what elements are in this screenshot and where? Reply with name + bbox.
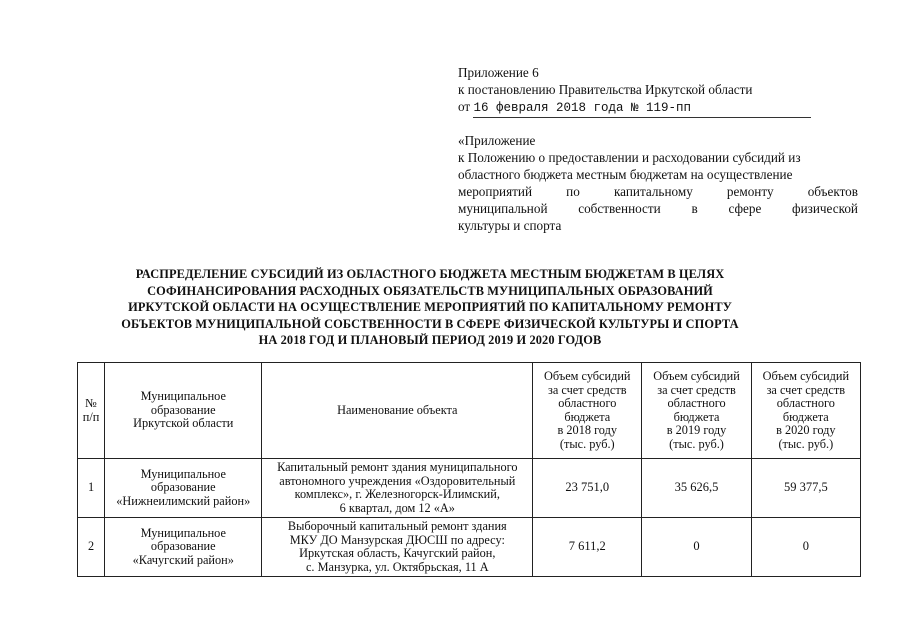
table-row xyxy=(78,518,861,577)
row-object-name: Выборочный капитальный ремонт здания МКУ ДО Манзурская ДЮСШ по адресу: Иркутская область, Качугский район, с. Манзурка, ул. Октябрьская, 11 А xyxy=(262,518,533,577)
resolution-date-number: 16 февраля 2018 года № 119-пп xyxy=(473,100,811,118)
header-subsidy-2018: Объем субсидий за счет средств областного бюджета в 2018 году (тыс. руб.) xyxy=(533,363,642,459)
annex-line-3: областного бюджета местным бюджетам на осуществление xyxy=(458,167,793,182)
annex-word: ремонту xyxy=(726,184,774,199)
annex-word: в xyxy=(691,201,698,216)
annex-word: объектов xyxy=(807,184,858,199)
annex-line-4 xyxy=(458,183,858,200)
annex-line-6: культуры и спорта xyxy=(458,218,562,233)
row-subsidy-2020: 59 377,5 xyxy=(751,459,860,518)
subsidy-distribution-table xyxy=(77,362,861,577)
annex-word: муниципальной xyxy=(458,201,548,216)
from-label: от xyxy=(458,99,471,114)
appendix-header xyxy=(458,64,858,118)
appendix-resolution: к постановлению Правительства Иркутской области xyxy=(458,82,753,97)
table-header-row xyxy=(78,363,861,459)
row-subsidy-2018: 23 751,0 xyxy=(533,459,642,518)
title-line: НА 2018 ГОД И ПЛАНОВЫЙ ПЕРИОД 2019 И 2020 ГОДОВ xyxy=(258,333,602,347)
row-object-name: Капитальный ремонт здания муниципального автономного учреждения «Оздоровительный комплекс», г. Железногорск-Илимский, 6 квартал, дом 12 «А» xyxy=(262,459,533,518)
appendix-number: Приложение 6 xyxy=(458,65,539,80)
title-line: РАСПРЕДЕЛЕНИЕ СУБСИДИЙ ИЗ ОБЛАСТНОГО БЮДЖЕТА МЕСТНЫМ БЮДЖЕТАМ В ЦЕЛЯХ xyxy=(135,267,725,281)
title-line: СОФИНАНСИРОВАНИЯ РАСХОДНЫХ ОБЯЗАТЕЛЬСТВ МУНИЦИПАЛЬНЫХ ОБРАЗОВАНИЙ xyxy=(147,283,713,298)
row-subsidy-2019: 0 xyxy=(642,518,751,577)
row-subsidy-2020: 0 xyxy=(751,518,860,577)
document-title xyxy=(90,266,770,349)
annex-word: собственности xyxy=(578,201,661,216)
header-subsidy-2020: Объем субсидий за счет средств областного бюджета в 2020 году (тыс. руб.) xyxy=(751,363,860,459)
annex-heading: «Приложение xyxy=(458,133,536,148)
row-municipality: Муниципальное образование «Качугский район» xyxy=(105,518,262,577)
row-number: 1 xyxy=(78,459,105,518)
header-municipality: Муниципальное образование Иркутской области xyxy=(105,363,262,459)
annex-line-5 xyxy=(458,200,858,217)
header-subsidy-2019: Объем субсидий за счет средств областного бюджета в 2019 году (тыс. руб.) xyxy=(642,363,751,459)
annex-line-2: к Положению о предоставлении и расходовании субсидий из xyxy=(458,150,801,165)
row-municipality: Муниципальное образование «Нижнеилимский район» xyxy=(105,459,262,518)
annex-word: физической xyxy=(792,201,858,216)
header-object-name: Наименование объекта xyxy=(262,363,533,459)
title-line: ОБЪЕКТОВ МУНИЦИПАЛЬНОЙ СОБСТВЕННОСТИ В СФЕРЕ ФИЗИЧЕСКОЙ КУЛЬТУРЫ И СПОРТА xyxy=(121,316,739,331)
title-line: ИРКУТСКОЙ ОБЛАСТИ НА ОСУЩЕСТВЛЕНИЕ МЕРОПРИЯТИЙ ПО КАПИТАЛЬНОМУ РЕМОНТУ xyxy=(128,300,732,314)
header-number: № п/п xyxy=(78,363,105,459)
annex-word: капитальному xyxy=(613,184,693,199)
row-number: 2 xyxy=(78,518,105,577)
table-row xyxy=(78,459,861,518)
annex-word: сфере xyxy=(728,201,762,216)
row-subsidy-2019: 35 626,5 xyxy=(642,459,751,518)
annex-word: по xyxy=(566,184,580,199)
row-subsidy-2018: 7 611,2 xyxy=(533,518,642,577)
regulation-annex-block xyxy=(458,132,858,234)
appendix-date-line xyxy=(458,98,858,118)
annex-word: мероприятий xyxy=(458,184,533,199)
